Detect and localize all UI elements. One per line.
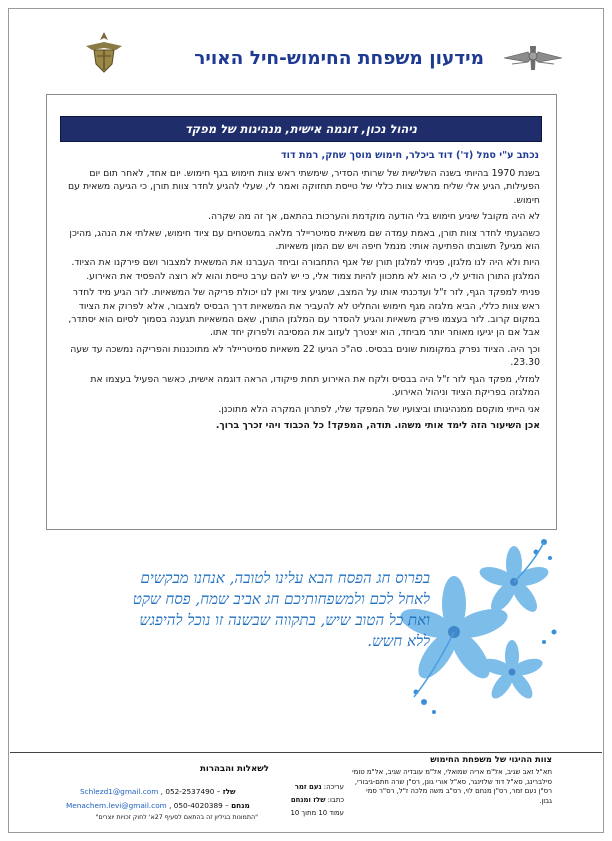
writing-label: כתבו:	[327, 796, 344, 804]
steering-team-title: צוות ההיגוי של משפחת החימוש	[430, 754, 552, 764]
article-paragraph: היות ולא היה לנו מלגזן, פניתי למלגזן תורן של אגף התחבורה וביחד העברנו את המשאית למצבור ושם פירקנו את הציוד. המלגזן התורן הודיע לי, כי הוא לא מתכוון להיות צמוד אלי, כי יש להם ערב טייסת והוא לא רוצה להפסיד את האירוע.	[71, 257, 540, 282]
editing-value: נעם זמר	[294, 783, 322, 791]
contact-phone: 050-4020389	[173, 801, 223, 810]
steering-team-members: תא"ל זאב שגיב, אל"מ אריה שמואלי, אל"מ עובדיה שגיב, אל"מ טומי סילברינג, סא"ל דוד שלזינגר, סא"ל אורי גונן, רס"ן שרה חתם-גיבורי, רס"ן נעם זמר, רס"ן מנחם לוי, רס"ב משה מלכה ז"ל, רס"ר סמי גבון.	[352, 768, 552, 805]
article-paragraph: למזלי, מפקד הגף לזר ז"ל היה בבסיס ולקח את האירוע תחת פיקודו, הראה דוגמה אישית, כאשר הפעיל בעצמו את המלגזה בפריקת הציוד וניהול האירוע.	[90, 373, 540, 399]
winged-insignia-icon	[502, 40, 564, 76]
footer-divider	[10, 752, 602, 753]
article-byline: נכתב ע"י סמל (ד') דוד ביכלר, חימוש מוסך שחק, רמת דוד	[281, 150, 539, 161]
writing-credit	[272, 794, 344, 807]
article-paragraph: בשנת 1970 בהיותי בשנה השלישית של שרותי הסדיר, שימשתי ראש צוות חימוש בגף חימוש. יום אחד, לאחר תום יום הפעילות, הגיע אלי שליח מראש צוות כללי של טייסת תחזוקה ואמר לי, שעלי להגיע לחדר צוות תורן, כי הגיעה משאית עם חימוש.	[68, 168, 540, 206]
editing-label: עריכה:	[323, 783, 344, 791]
contact-row: מנחם – 050-4020389 , Menachem.levi@gmail.com	[66, 801, 250, 810]
article-headline-bar	[60, 116, 542, 142]
editing-credit	[272, 781, 344, 794]
article-headline: ניהול נכון, דוגמה אישית, מנהיגות של מפקד	[185, 122, 417, 136]
holiday-greeting	[80, 568, 430, 652]
contact-row: שלז – 052-2537490 , Schlezd1@gmail.com	[80, 787, 236, 796]
writing-value: שלז ומנחם	[290, 796, 326, 804]
contact-name: שלז	[222, 787, 236, 796]
greeting-line: לאחל לכם ולמשפחותיכם חג אביב שמח, פסח שקט	[132, 590, 430, 608]
questions-title: לשאלות והבהרות	[200, 764, 269, 774]
contact-name: מנחם	[231, 801, 250, 810]
greeting-line: ללא חשש.	[367, 632, 430, 650]
contact-phone: 052-2537490	[165, 787, 215, 796]
article-paragraph: פניתי למפקד הגף, לזר ז"ל ועדכנתי אותו על המצב, שמגיע ציוד ואין לנו יכולת פריקה של המשאיות. לזר הגיע מיד לחדר ראש צוות כללי, הביא מלגזה מגף חימוש והחליט לא להעביר את המשאיות דרך הבסיס למצבור, אלא לפרוק את הציוד במקום קרוב. לזר בעצמו פירק משאיות והגיע להסדר עם המלגזן התורן, שאם המשאיות תגענה בסמוך לסיום הוא יסתדר, אבל אם הן יגיעו מאוחר יותר מביחד, הוא יצטרך לעזוב את המסיבה ולפרוק יחד אתו.	[68, 287, 540, 339]
article-paragraph: וכך היה. הציוד נפרק במקומות שונים בבסיס. סה"כ הגיעו 22 משאיות סמיטריילר לא מתוכננות והפריקה נמשכה עד שעה 23.30.	[70, 343, 540, 369]
copyright-note: "התמונות בגיליון זה בהתאם לסעיף 27א' לחוק זכויות יוצרים"	[95, 814, 258, 821]
page-number: עמוד 10 מתוך 10	[290, 809, 344, 817]
credits	[272, 781, 344, 820]
contact-email-link[interactable]: Menachem.levi@gmail.com	[66, 801, 167, 810]
air-force-badge-icon	[82, 30, 126, 74]
greeting-line: ואת כל הטוב שיש, בתקווה שבשנה זו נוכל להיפגש	[139, 611, 430, 629]
article-paragraph: לא היה מקובל שיגיע חימוש בלי הודעה מוקדמת והערכות בהתאם, אך זה מה שקרה.	[208, 211, 540, 223]
article-paragraph: כשהגעתי לחדר צוות תורן, באמת עמדה שם משאית סמיטריילר מלאה במשטחים עם ציוד חימוש, שאלתי את הנהג, מהיכן הוא מגיע? תשובתו הפתיעה אותי: מנמל חיפה ויש שם המון משאיות.	[69, 227, 540, 253]
greeting-line: בפרוס חג הפסח הבא עלינו לטובה, אנחנו מבקשים	[140, 569, 430, 587]
article-body	[66, 167, 540, 435]
article-closing: אכן השיעור הזה לימד אותי משהו. תודה, המפקד! כל הכבוד ויהי זכרך ברוך.	[215, 419, 540, 431]
contact-email-link[interactable]: Schlezd1@gmail.com	[80, 787, 159, 796]
page-title: מידעון משפחת החימוש-חיל האויר	[194, 48, 484, 69]
article-paragraph: אני הייתי מוקסם ממנהיגותו וביצועיו של המפקד שלי, לפתרון המקרה הלא מתוכנן.	[218, 403, 540, 415]
